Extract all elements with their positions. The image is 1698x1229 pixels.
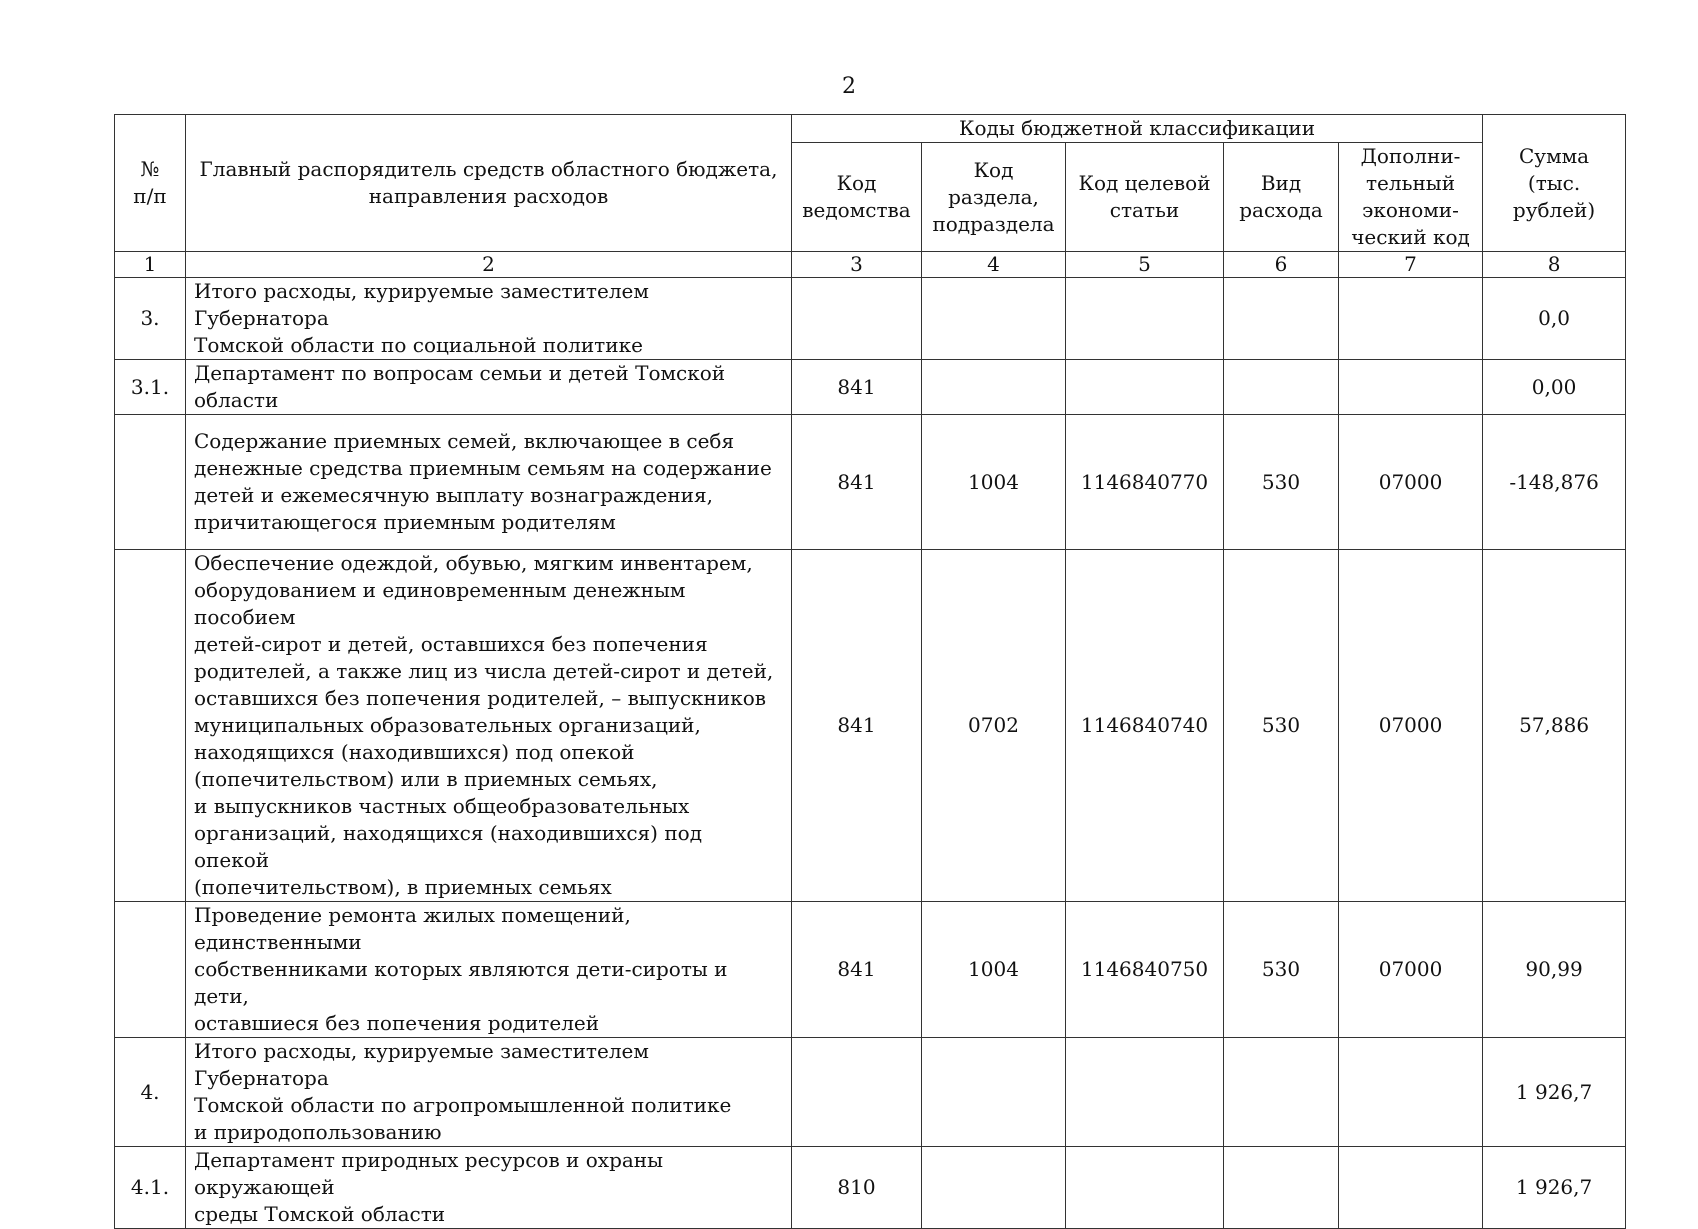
row-extra xyxy=(1339,278,1483,360)
header-code-dept: Код ведомства xyxy=(792,143,922,252)
row-name: Департамент природных ресурсов и охраны окружающей среды Томской области xyxy=(186,1147,792,1229)
row-num xyxy=(115,902,186,1038)
row-num xyxy=(115,415,186,550)
row-dept xyxy=(792,278,922,360)
header-num: № п/п xyxy=(115,115,186,252)
row-sum: 57,886 xyxy=(1483,550,1626,902)
row-target xyxy=(1066,360,1224,415)
row-name: Департамент по вопросам семьи и детей Томской области xyxy=(186,360,792,415)
budget-table xyxy=(114,114,1626,1229)
row-num: 3. xyxy=(115,278,186,360)
row-target xyxy=(1066,1038,1224,1147)
table-row xyxy=(115,1147,1626,1229)
header-codes-group: Коды бюджетной классификации xyxy=(792,115,1483,143)
header-code-target: Код целевой статьи xyxy=(1066,143,1224,252)
column-number: 4 xyxy=(922,252,1066,278)
row-sum: -148,876 xyxy=(1483,415,1626,550)
row-section: 0702 xyxy=(922,550,1066,902)
row-extra: 07000 xyxy=(1339,902,1483,1038)
row-extra: 07000 xyxy=(1339,550,1483,902)
column-number: 2 xyxy=(186,252,792,278)
row-num: 3.1. xyxy=(115,360,186,415)
row-extra: 07000 xyxy=(1339,415,1483,550)
row-extra xyxy=(1339,360,1483,415)
row-section: 1004 xyxy=(922,902,1066,1038)
row-target xyxy=(1066,278,1224,360)
row-target xyxy=(1066,1147,1224,1229)
table-header xyxy=(115,115,1626,278)
row-name: Содержание приемных семей, включающее в себя денежные средства приемным семьям на содержание детей и ежемесячную выплату вознаграждения, причитающегося приемным родителям xyxy=(186,415,792,550)
row-dept: 841 xyxy=(792,360,922,415)
header-code-type: Вид расхода xyxy=(1224,143,1339,252)
column-number: 7 xyxy=(1339,252,1483,278)
row-target: 1146840770 xyxy=(1066,415,1224,550)
table-row xyxy=(115,415,1626,550)
row-target: 1146840740 xyxy=(1066,550,1224,902)
row-type: 530 xyxy=(1224,902,1339,1038)
row-sum: 1 926,7 xyxy=(1483,1038,1626,1147)
row-type: 530 xyxy=(1224,415,1339,550)
row-num: 4. xyxy=(115,1038,186,1147)
row-dept xyxy=(792,1038,922,1147)
header-code-section: Код раздела, подраздела xyxy=(922,143,1066,252)
row-section xyxy=(922,1038,1066,1147)
column-number: 3 xyxy=(792,252,922,278)
row-name: Обеспечение одеждой, обувью, мягким инвентарем, оборудованием и единовременным денежным пособием детей-сирот и детей, оставшихся без попечения родителей, а также лиц из числа детей-сирот и детей, оставшихся без попечения родителей, – выпускников муниципальных образовательных организаций, находящихся (находившихся) под опекой (попечительством) или в приемных семьях, и выпускников частных общеобразовательных организаций, находящихся (находившихся) под опекой (попечительством), в приемных семьях xyxy=(186,550,792,902)
row-num: 4.1. xyxy=(115,1147,186,1229)
row-sum: 90,99 xyxy=(1483,902,1626,1038)
row-num xyxy=(115,550,186,902)
column-number: 1 xyxy=(115,252,186,278)
table-row xyxy=(115,902,1626,1038)
column-number: 5 xyxy=(1066,252,1224,278)
table-row xyxy=(115,278,1626,360)
row-name: Проведение ремонта жилых помещений, единственными собственниками которых являются дети-сироты и дети, оставшиеся без попечения родителей xyxy=(186,902,792,1038)
row-sum: 0,0 xyxy=(1483,278,1626,360)
row-extra xyxy=(1339,1147,1483,1229)
header-sum: Сумма (тыс. рублей) xyxy=(1483,115,1626,252)
row-dept: 841 xyxy=(792,902,922,1038)
row-type xyxy=(1224,1147,1339,1229)
table-row xyxy=(115,1038,1626,1147)
row-target: 1146840750 xyxy=(1066,902,1224,1038)
row-dept: 841 xyxy=(792,550,922,902)
row-section xyxy=(922,360,1066,415)
row-type: 530 xyxy=(1224,550,1339,902)
header-name: Главный распорядитель средств областного бюджета, направления расходов xyxy=(186,115,792,252)
table-row xyxy=(115,550,1626,902)
row-type xyxy=(1224,1038,1339,1147)
row-dept: 841 xyxy=(792,415,922,550)
table-row xyxy=(115,360,1626,415)
row-dept: 810 xyxy=(792,1147,922,1229)
page-number: 2 xyxy=(842,74,856,99)
row-name: Итого расходы, курируемые заместителем Губернатора Томской области по социальной политике xyxy=(186,278,792,360)
row-section xyxy=(922,1147,1066,1229)
column-number: 8 xyxy=(1483,252,1626,278)
row-section xyxy=(922,278,1066,360)
row-name: Итого расходы, курируемые заместителем Губернатора Томской области по агропромышленной политике и природопользованию xyxy=(186,1038,792,1147)
column-number: 6 xyxy=(1224,252,1339,278)
row-section: 1004 xyxy=(922,415,1066,550)
row-extra xyxy=(1339,1038,1483,1147)
header-code-extra: Дополни- тельный экономи- ческий код xyxy=(1339,143,1483,252)
row-type xyxy=(1224,360,1339,415)
row-sum: 0,00 xyxy=(1483,360,1626,415)
row-sum: 1 926,7 xyxy=(1483,1147,1626,1229)
row-type xyxy=(1224,278,1339,360)
column-number-row xyxy=(115,252,1626,278)
